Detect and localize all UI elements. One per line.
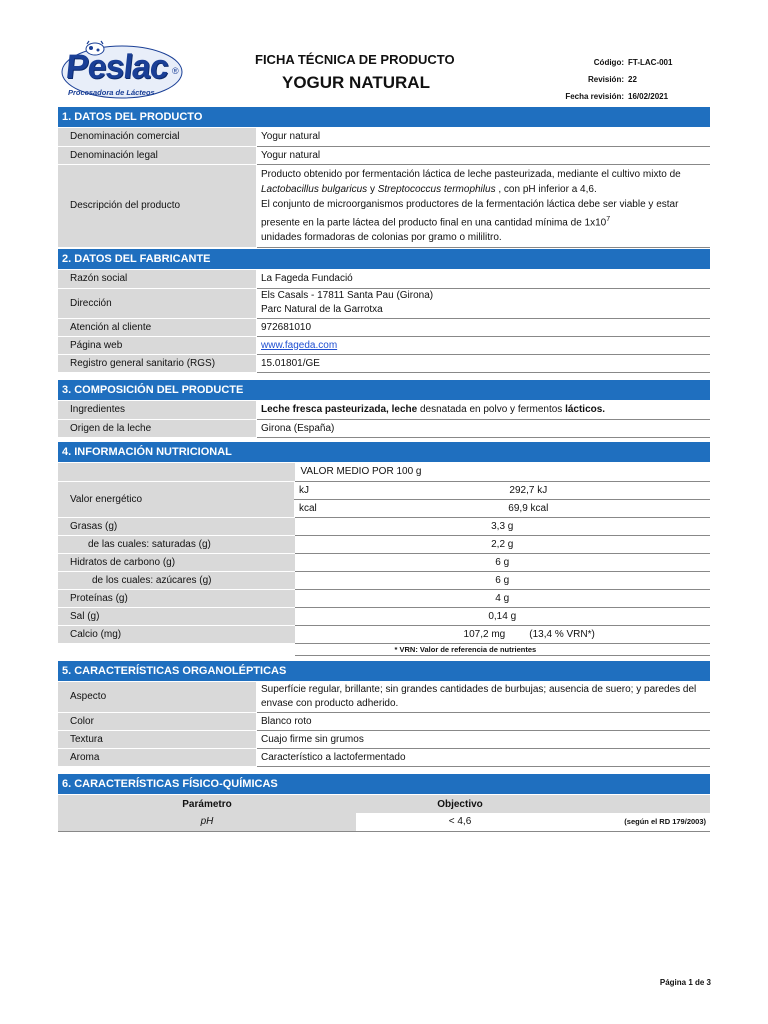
- desc-text: El conjunto de microorganismos productores de la fermentación láctica debe ser viable y estar presente en la parte láctea del producto final en una cantidad mínima de 1x10: [261, 198, 679, 228]
- unit-label: kJ: [295, 481, 347, 499]
- row-label: Aroma: [58, 748, 257, 766]
- meta-revision-key: Revisión:: [587, 75, 624, 84]
- section-header: 2. DATOS DEL FABRICANTE: [58, 249, 710, 270]
- section-header: 1. DATOS DEL PRODUCTO: [58, 107, 710, 128]
- section-physicochemical: [58, 774, 710, 832]
- row-label: Denominación legal: [58, 146, 257, 164]
- row-label: de las cuales: saturadas (g): [58, 535, 295, 553]
- row-value: Superfície regular, brillante; sin grandes cantidades de burbujas; ausencia de suero; y paredes del envase con producto adherido.: [257, 682, 711, 712]
- row-value: 15.01801/GE: [257, 354, 711, 372]
- row-label: Atención al cliente: [58, 318, 257, 336]
- nutrition-value: 2,2 g: [295, 535, 711, 553]
- address-value: [257, 288, 711, 318]
- row-value: Característico a lactofermentado: [257, 748, 711, 766]
- row-label: Ingredientes: [58, 401, 257, 419]
- parameter-name: pH: [58, 813, 356, 831]
- phone-value: 972681010: [257, 318, 711, 336]
- nutrition-value: 0,14 g: [295, 607, 711, 625]
- blank-cell: [58, 643, 295, 655]
- blank-cell: [58, 463, 295, 481]
- product-name: YOGUR NATURAL: [282, 73, 430, 92]
- nutrition-value: 4 g: [295, 589, 711, 607]
- desc-text: Producto obtenido por fermentación láctica de leche pasteurizada, mediante el cultivo mixto de: [261, 168, 681, 180]
- document-title: FICHA TÉCNICA DE PRODUCTO: [255, 52, 455, 67]
- species-name: Lactobacillus bulgaricus: [261, 183, 368, 195]
- ingredient-bold: lácticos.: [565, 404, 606, 416]
- address-line: Els Casals - 17811 Santa Pau (Girona): [261, 290, 434, 301]
- row-value: Blanco roto: [257, 712, 711, 730]
- vrn-note: * VRN: Valor de referencia de nutrientes: [295, 643, 711, 655]
- row-value: Yogur natural: [257, 146, 711, 164]
- row-label: Sal (g): [58, 607, 295, 625]
- row-value: La Fageda Fundació: [257, 270, 711, 288]
- row-label: Textura: [58, 730, 257, 748]
- nutrition-value: 6 g: [295, 571, 711, 589]
- nutrition-value: 107,2 mg: [463, 628, 506, 640]
- logo-subtitle: Procesadora de Lácteos: [68, 88, 155, 97]
- section-header: 5. CARACTERÍSTICAS ORGANOLÉPTICAS: [58, 661, 710, 682]
- row-label: Grasas (g): [58, 517, 295, 535]
- nutrition-value: 6 g: [295, 553, 711, 571]
- nutrition-column-header: VALOR MEDIO POR 100 g: [295, 463, 711, 481]
- row-label: Hidratos de carbono (g): [58, 553, 295, 571]
- nutrition-value: 69,9 kcal: [347, 499, 710, 517]
- nutrition-value: 292,7 kJ: [347, 481, 710, 499]
- row-value: Girona (España): [257, 419, 711, 437]
- row-label: Calcio (mg): [58, 625, 295, 643]
- page-number: Página 1 de 3: [659, 978, 711, 987]
- meta-revision-value: 22: [628, 75, 637, 84]
- desc-text: y: [367, 183, 378, 195]
- column-header: Objectivo: [437, 798, 483, 810]
- ingredients-value: [257, 401, 711, 419]
- species-name: Streptococcus termophilus: [377, 183, 496, 195]
- row-label: Registro general sanitario (RGS): [58, 354, 257, 372]
- row-label: Página web: [58, 336, 257, 354]
- section-manufacturer: [58, 249, 710, 373]
- objective-value: < 4,6: [356, 813, 564, 831]
- row-label: Denominación comercial: [58, 128, 257, 146]
- row-label: Razón social: [58, 270, 257, 288]
- row-label: Proteínas (g): [58, 589, 295, 607]
- row-label: Descripción del producto: [58, 164, 257, 247]
- column-header: Parámetro: [182, 798, 232, 810]
- document-meta: [565, 54, 686, 105]
- meta-code-key: Código:: [593, 58, 624, 67]
- desc-text: unidades formadoras de colonias por gramo o mililitro.: [261, 231, 502, 243]
- row-value: Cuajo firme sin grumos: [257, 730, 711, 748]
- meta-code-value: FT-LAC-001: [628, 58, 673, 67]
- row-value: Yogur natural: [257, 128, 711, 146]
- section-composition: [58, 380, 710, 438]
- section-organoleptic: [58, 661, 710, 767]
- row-label: Color: [58, 712, 257, 730]
- section-header: 6. CARACTERÍSTICAS FÍSICO-QUÍMICAS: [58, 774, 710, 795]
- regulation-reference: (según el RD 179/2003): [564, 813, 710, 831]
- blank-cell: [564, 795, 710, 813]
- ingredient-bold: Leche fresca pasteurizada, leche: [261, 404, 418, 416]
- row-label: Dirección: [58, 288, 257, 318]
- logo-brand: Peslac: [64, 48, 170, 86]
- row-label: Aspecto: [58, 682, 257, 712]
- vrn-percent: (13,4 % VRN*): [529, 628, 595, 640]
- exponent: 7: [606, 215, 611, 223]
- row-label: de los cuales: azúcares (g): [58, 571, 295, 589]
- unit-label: kcal: [295, 499, 347, 517]
- section-nutrition: [58, 442, 710, 656]
- ingredient-text: desnatada en polvo y fermentos: [417, 404, 566, 416]
- meta-date-value: 16/02/2021: [628, 92, 669, 101]
- section-header: 4. INFORMACIÓN NUTRICIONAL: [58, 442, 710, 463]
- website-link[interactable]: www.fageda.com: [261, 339, 338, 351]
- address-line: Parc Natural de la Garrotxa: [261, 304, 383, 315]
- section-header: 3. COMPOSICIÓN DEL PRODUCTE: [58, 380, 710, 401]
- row-label: Valor energético: [58, 481, 295, 517]
- product-description: [257, 164, 711, 247]
- logo-registered-mark: ®: [172, 66, 179, 76]
- section-product-data: [58, 107, 710, 248]
- calcium-cell: [295, 625, 711, 643]
- desc-text: , con pH inferior a 4,6.: [495, 183, 597, 195]
- nutrition-value: 3,3 g: [295, 517, 711, 535]
- meta-date-key: Fecha revisión:: [565, 92, 624, 101]
- row-label: Origen de la leche: [58, 419, 257, 437]
